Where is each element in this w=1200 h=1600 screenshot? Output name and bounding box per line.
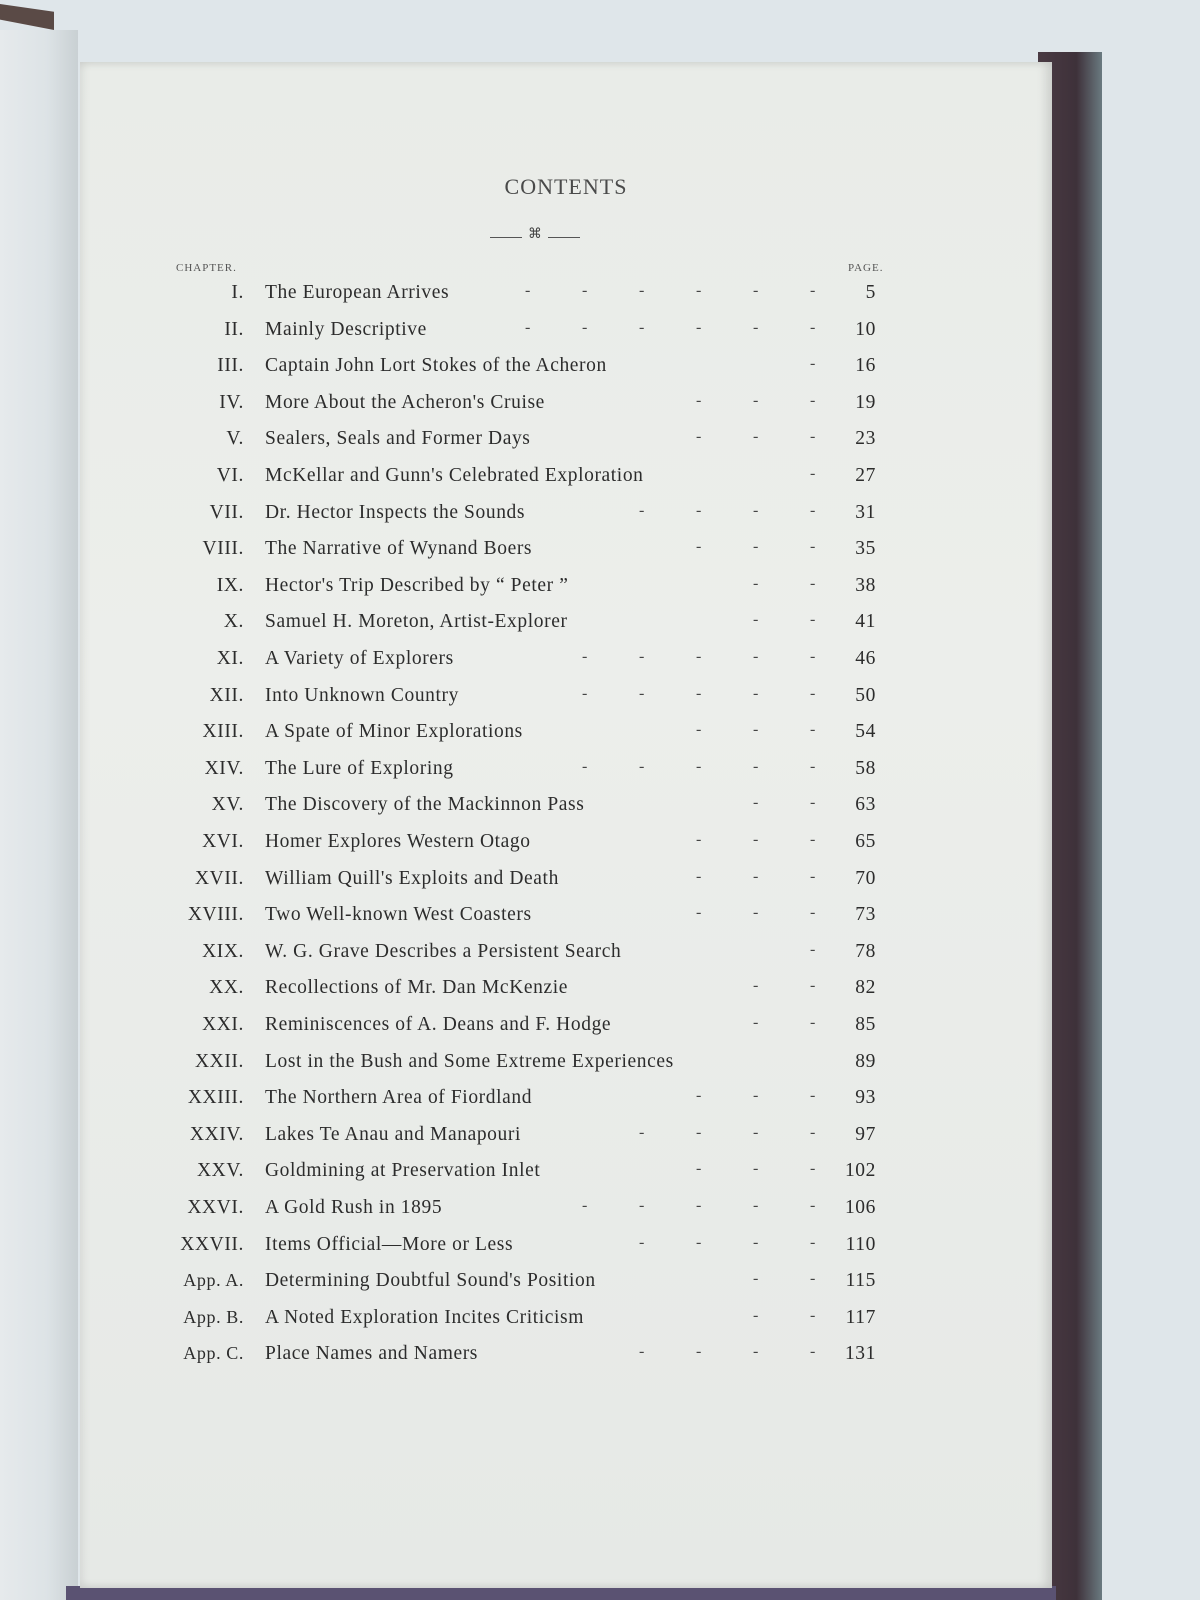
page-number: 10 <box>855 318 876 340</box>
leader-dash: - <box>696 721 702 739</box>
chapter-title: Mainly Descriptive <box>265 318 427 340</box>
chapter-title: A Spate of Minor Explorations <box>265 721 523 743</box>
leader-dash: - <box>696 1233 702 1251</box>
chapter-title: Lakes Te Anau and Manapouri <box>265 1123 521 1145</box>
toc-entry <box>80 831 1052 861</box>
leader-dash: - <box>753 282 759 299</box>
toc-entry <box>80 794 1052 824</box>
leader-dash: - <box>810 391 816 409</box>
leader-dash: - <box>696 831 702 848</box>
leader-dash: - <box>582 318 588 336</box>
leader-dash: - <box>810 940 816 958</box>
leader-dash: - <box>753 1343 759 1361</box>
leader-dash: - <box>639 1233 645 1251</box>
page-number: 89 <box>855 1050 876 1072</box>
chapter-number: I. <box>231 282 244 303</box>
leader-dashes <box>550 721 816 751</box>
leader-dash: - <box>810 1087 816 1105</box>
leader-dash: - <box>639 648 645 665</box>
chapter-number: X. <box>223 611 244 633</box>
chapter-column-label: CHAPTER. <box>176 262 237 274</box>
toc-entry <box>80 355 1052 385</box>
leader-dash: - <box>753 538 759 556</box>
page-number: 110 <box>845 1233 876 1255</box>
chapter-number: V. <box>226 428 244 450</box>
leader-dash: - <box>753 867 759 885</box>
leader-dashes <box>550 648 816 678</box>
chapter-number: VIII. <box>202 538 244 560</box>
leader-dash: - <box>810 1343 816 1361</box>
leader-dash: - <box>753 501 759 519</box>
leader-dashes <box>550 1270 816 1300</box>
ornament-line-left <box>490 237 522 238</box>
leader-dash: - <box>639 1343 645 1361</box>
leader-dash: - <box>696 538 702 556</box>
leader-dash: - <box>810 465 816 482</box>
leader-dash: - <box>696 1197 702 1214</box>
page-number: 65 <box>855 831 876 852</box>
leader-dash: - <box>753 757 759 775</box>
toc-entry <box>80 282 1052 312</box>
leader-dashes <box>550 355 816 385</box>
leader-dashes <box>550 1014 816 1044</box>
leader-dash: - <box>753 574 759 592</box>
chapter-number: App. A. <box>183 1270 244 1291</box>
toc-entry <box>80 502 1052 532</box>
page-title: CONTENTS <box>504 174 628 199</box>
page-number: 93 <box>855 1087 876 1109</box>
chapter-number: XI. <box>216 648 244 669</box>
contents-page <box>80 62 1052 1588</box>
leader-dash: - <box>696 648 702 665</box>
toc-entry <box>80 648 1052 678</box>
page-number: 85 <box>855 1014 876 1035</box>
leader-dashes <box>550 1051 810 1081</box>
leader-dash: - <box>753 684 759 702</box>
leader-dashes <box>550 611 816 641</box>
chapter-title: Reminiscences of A. Deans and F. Hodge <box>265 1014 612 1035</box>
leader-dash: - <box>753 428 759 446</box>
leader-dashes <box>550 538 816 568</box>
toc-entry <box>80 319 1052 349</box>
leader-dash: - <box>639 282 645 299</box>
chapter-number: XXII. <box>194 1050 244 1072</box>
page-number: 31 <box>855 501 876 523</box>
leader-dashes <box>550 1197 816 1227</box>
leader-dash: - <box>810 282 816 299</box>
page-number: 131 <box>844 1343 876 1365</box>
chapter-number: XIX. <box>202 940 244 962</box>
page-number: 41 <box>855 611 876 633</box>
leader-dashes <box>550 1233 816 1264</box>
ornament-line-right <box>548 237 580 238</box>
leader-dashes <box>550 574 816 605</box>
toc-entry <box>80 1160 1052 1190</box>
leader-dashes <box>550 391 816 422</box>
chapter-title: Hector's Trip Described by “ Peter ” <box>265 574 569 596</box>
leader-dashes <box>550 501 816 532</box>
cover-corner <box>0 4 54 30</box>
leader-dash: - <box>582 648 588 665</box>
chapter-number: XXIII. <box>187 1087 244 1109</box>
chapter-number: XX. <box>209 977 244 999</box>
leader-dash: - <box>696 757 702 775</box>
page-number: 38 <box>855 574 876 596</box>
chapter-title: Recollections of Mr. Dan McKenzie <box>265 977 569 999</box>
ornament-icon: ⌘ <box>528 227 542 242</box>
leader-dash: - <box>639 501 645 519</box>
chapter-number: XXI. <box>202 1014 244 1035</box>
leader-dash: - <box>810 867 816 885</box>
leader-dash: - <box>810 574 816 592</box>
leader-dash: - <box>810 684 816 702</box>
chapter-title: A Noted Exploration Incites Criticism <box>265 1306 584 1328</box>
leader-dash: - <box>810 977 816 995</box>
chapter-number: XIV. <box>204 757 244 779</box>
toc-entry <box>80 977 1052 1007</box>
leader-dash: - <box>582 282 588 299</box>
chapter-number: XXVII. <box>180 1233 244 1255</box>
chapter-title: Items Official—More or Less <box>265 1233 514 1255</box>
chapter-number: XVIII. <box>187 904 244 926</box>
chapter-title: Place Names and Namers <box>265 1343 478 1365</box>
chapter-title: The European Arrives <box>265 282 450 303</box>
leader-dash: - <box>810 1270 816 1288</box>
toc-entry <box>80 1124 1052 1154</box>
toc-entry <box>80 575 1052 605</box>
chapter-title: The Lure of Exploring <box>265 757 454 779</box>
leader-dash: - <box>639 757 645 775</box>
leader-dash: - <box>753 1233 759 1251</box>
leader-dash: - <box>810 1160 816 1178</box>
leader-dash: - <box>753 831 759 848</box>
chapter-title: A Variety of Explorers <box>265 648 454 669</box>
leader-dash: - <box>696 867 702 885</box>
page-number: 27 <box>855 465 876 486</box>
leader-dash: - <box>753 1087 759 1105</box>
leader-dash: - <box>753 721 759 739</box>
chapter-title: Two Well-known West Coasters <box>265 904 532 926</box>
page-number: 106 <box>844 1197 876 1218</box>
toc-entry <box>80 392 1052 422</box>
leader-dashes <box>550 465 816 495</box>
toc-entry <box>80 758 1052 788</box>
leader-dash: - <box>525 318 531 336</box>
leader-dash: - <box>582 684 588 702</box>
page-number: 50 <box>855 684 876 706</box>
leader-dash: - <box>582 1197 588 1214</box>
leader-dash: - <box>753 977 759 995</box>
chapter-number: XVI. <box>202 831 244 852</box>
leader-dash: - <box>582 757 588 775</box>
leader-dashes <box>525 282 816 312</box>
leader-dashes <box>550 684 816 715</box>
leader-dash: - <box>753 611 759 629</box>
chapter-number: XVII. <box>194 867 244 889</box>
toc-entry <box>80 1087 1052 1117</box>
leader-dash: - <box>753 1123 759 1141</box>
leader-dash: - <box>696 501 702 519</box>
leader-dashes <box>550 1343 816 1373</box>
page-number: 46 <box>855 648 876 669</box>
leader-dashes <box>550 867 816 898</box>
leader-dash: - <box>810 721 816 739</box>
chapter-number: II. <box>224 318 244 340</box>
cover-bottom-edge <box>66 1586 1056 1600</box>
leader-dash: - <box>810 1197 816 1214</box>
leader-dash: - <box>753 1270 759 1288</box>
leader-dash: - <box>525 282 531 299</box>
toc-entry <box>80 1197 1052 1227</box>
leader-dash: - <box>696 1123 702 1141</box>
toc-entry <box>80 538 1052 568</box>
leader-dash: - <box>810 1014 816 1031</box>
leader-dash: - <box>639 318 645 336</box>
chapter-title: Lost in the Bush and Some Extreme Experiences <box>265 1050 674 1072</box>
leader-dash: - <box>753 391 759 409</box>
page-number: 19 <box>855 391 876 413</box>
chapter-number: App. B. <box>183 1306 244 1327</box>
chapter-number: IX. <box>216 574 244 596</box>
toc-entry <box>80 904 1052 934</box>
chapter-number: VII. <box>209 501 244 523</box>
leader-dashes <box>550 940 816 971</box>
chapter-title: Into Unknown Country <box>265 684 459 706</box>
toc-entry <box>80 428 1052 458</box>
leader-dash: - <box>753 904 759 922</box>
leader-dash: - <box>810 318 816 336</box>
leader-dash: - <box>753 1014 759 1031</box>
leader-dash: - <box>696 318 702 336</box>
chapter-title: A Gold Rush in 1895 <box>265 1197 443 1218</box>
leader-dash: - <box>639 1123 645 1141</box>
leader-dashes <box>550 1306 816 1337</box>
toc-entry <box>80 685 1052 715</box>
page-number: 54 <box>855 721 876 743</box>
page-number: 5 <box>865 282 876 303</box>
leader-dash: - <box>810 648 816 665</box>
page-number: 117 <box>845 1306 876 1328</box>
leader-dashes <box>550 1123 816 1154</box>
leader-dashes <box>550 904 816 934</box>
chapter-number: App. C. <box>183 1343 244 1364</box>
leader-dash: - <box>810 1306 816 1324</box>
chapter-number: XXIV. <box>189 1123 244 1145</box>
toc-entry <box>80 1234 1052 1264</box>
toc-entry <box>80 465 1052 495</box>
leader-dash: - <box>810 904 816 922</box>
leader-dash: - <box>639 684 645 702</box>
chapter-title: W. G. Grave Describes a Persistent Search <box>265 940 622 962</box>
page-number: 70 <box>855 867 876 889</box>
chapter-number: XIII. <box>202 721 244 743</box>
leader-dash: - <box>810 538 816 556</box>
leader-dashes <box>550 977 816 1007</box>
leader-dashes <box>550 831 816 861</box>
leader-dashes <box>550 428 816 458</box>
leader-dash: - <box>753 318 759 336</box>
chapter-number: XXVI. <box>187 1197 244 1218</box>
chapter-title: The Northern Area of Fiordland <box>265 1087 533 1109</box>
leader-dash: - <box>810 757 816 775</box>
toc-entry <box>80 1014 1052 1044</box>
page-number: 63 <box>855 794 876 816</box>
leader-dashes <box>550 757 816 788</box>
leader-dash: - <box>753 794 759 812</box>
page-number: 97 <box>855 1123 876 1145</box>
leader-dash: - <box>696 428 702 446</box>
toc-entry <box>80 1343 1052 1373</box>
page-number: 73 <box>855 904 876 926</box>
leader-dash: - <box>810 428 816 446</box>
leader-dash: - <box>753 648 759 665</box>
toc-entry <box>80 721 1052 751</box>
leader-dash: - <box>753 1197 759 1214</box>
chapter-title: Dr. Hector Inspects the Sounds <box>265 501 526 523</box>
page-number: 16 <box>855 355 876 377</box>
leader-dash: - <box>696 391 702 409</box>
leader-dash: - <box>639 1197 645 1214</box>
ornament-divider <box>490 227 580 244</box>
leader-dash: - <box>810 1123 816 1141</box>
leader-dash: - <box>810 355 816 373</box>
leader-dashes <box>550 1160 816 1190</box>
chapter-title: Sealers, Seals and Former Days <box>265 428 531 450</box>
page-number: 23 <box>855 428 876 450</box>
toc-entry <box>80 611 1052 641</box>
leader-dash: - <box>810 501 816 519</box>
chapter-title: The Discovery of the Mackinnon Pass <box>265 794 585 816</box>
leader-dash: - <box>753 1306 759 1324</box>
chapter-number: VI. <box>216 465 244 486</box>
leader-dash: - <box>753 1160 759 1178</box>
chapter-number: III. <box>217 355 244 377</box>
page-number: 35 <box>855 538 876 560</box>
toc-entry <box>80 868 1052 898</box>
chapter-title: Captain John Lort Stokes of the Acheron <box>265 355 607 377</box>
leader-dash: - <box>696 1160 702 1178</box>
page-number: 78 <box>855 940 876 962</box>
leader-dash: - <box>810 611 816 629</box>
chapter-number: XV. <box>211 794 244 816</box>
chapter-title: Goldmining at Preservation Inlet <box>265 1160 541 1182</box>
chapter-title: Homer Explores Western Otago <box>265 831 531 852</box>
page-number: 115 <box>845 1270 876 1292</box>
chapter-number: IV. <box>219 391 244 413</box>
leader-dash: - <box>696 1087 702 1105</box>
leader-dashes <box>525 318 816 349</box>
chapter-title: More About the Acheron's Cruise <box>265 391 545 413</box>
leader-dashes <box>550 794 816 824</box>
leader-dash: - <box>696 1343 702 1361</box>
leader-dash: - <box>696 282 702 299</box>
page-column-label: PAGE. <box>848 262 884 274</box>
chapter-title: Samuel H. Moreton, Artist-Explorer <box>265 611 568 633</box>
toc-entry <box>80 1051 1052 1081</box>
chapter-number: XXV. <box>196 1160 244 1182</box>
page-number: 82 <box>855 977 876 999</box>
page-number: 102 <box>844 1160 876 1182</box>
leader-dash: - <box>810 831 816 848</box>
chapter-title: The Narrative of Wynand Boers <box>265 538 533 560</box>
toc-entry <box>80 1270 1052 1300</box>
chapter-title: McKellar and Gunn's Celebrated Exploration <box>265 465 644 486</box>
leader-dashes <box>550 1087 816 1117</box>
leader-dash: - <box>810 794 816 812</box>
leader-dash: - <box>696 904 702 922</box>
chapter-number: XII. <box>209 684 244 706</box>
leader-dash: - <box>696 684 702 702</box>
toc-entry <box>80 1307 1052 1337</box>
toc-entry <box>80 941 1052 971</box>
chapter-title: William Quill's Exploits and Death <box>265 867 559 889</box>
page-number: 58 <box>855 757 876 779</box>
facing-page-edge <box>0 30 78 1600</box>
chapter-title: Determining Doubtful Sound's Position <box>265 1270 596 1292</box>
leader-dash: - <box>810 1233 816 1251</box>
